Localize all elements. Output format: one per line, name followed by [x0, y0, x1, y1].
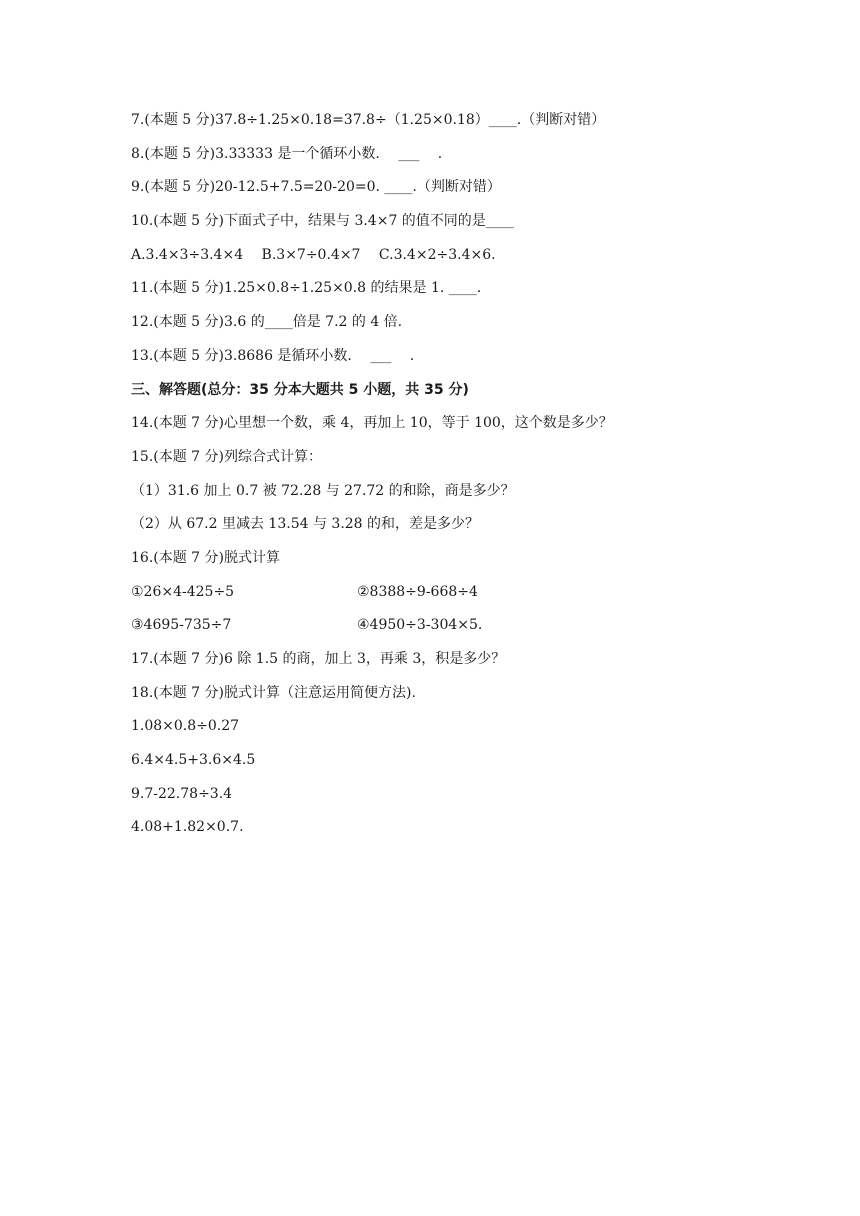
question-9: 9.(本题 5 分)20-12.5+7.5=20-20=0. ____.（判断对错） [131, 179, 501, 196]
question-16-row-1 [131, 582, 771, 602]
question-7: 7.(本题 5 分)37.8÷1.25×0.18=37.8÷（1.25×0.18）____.（判断对错） [131, 112, 606, 128]
question-16-item-2: ②8388÷9-668÷4 [357, 583, 478, 600]
question-18-item-4: 4.08+1.82×0.7. [131, 819, 244, 836]
question-16-item-3: ③4695-735÷7 [131, 617, 232, 634]
question-18-item-1: 1.08×0.8÷0.27 [131, 718, 240, 735]
question-15-part-1: （1）31.6 加上 0.7 被 72.28 与 27.72 的和除，商是多少？ [131, 482, 515, 499]
question-15-part-2: （2）从 67.2 里减去 13.54 与 3.28 的和，差是多少？ [131, 516, 480, 533]
question-18-title: 18.(本题 7 分)脱式计算（注意运用简便方法). [131, 684, 416, 701]
question-14: 14.(本题 7 分)心里想一个数，乘 4，再加上 10，等于 100，这个数是多少？ [131, 415, 613, 432]
question-16-row-2 [131, 615, 771, 635]
question-10: 10.(本题 5 分)下面式子中，结果与 3.4×7 的值不同的是____ [131, 213, 514, 230]
question-12: 12.(本题 5 分)3.6 的____倍是 7.2 的 4 倍. [131, 314, 403, 331]
question-16-item-4: ④4950÷3-304×5. [357, 617, 483, 634]
question-15-title: 15.(本题 7 分)列综合式计算： [131, 448, 322, 465]
question-10-options: A.3.4×3÷3.4×4 B.3×7÷0.4×7 C.3.4×2÷3.4×6. [131, 246, 496, 263]
question-8: 8.(本题 5 分)3.33333 是一个循环小数. ___ . [131, 145, 443, 162]
section-3-heading: 三、解答题(总分：35 分本大题共 5 小题，共 35 分) [131, 381, 469, 398]
question-17: 17.(本题 7 分)6 除 1.5 的商，加上 3，再乘 3，积是多少？ [131, 651, 506, 667]
question-13: 13.(本题 5 分)3.8686 是循环小数. ___ . [131, 347, 415, 364]
question-16-item-1: ①26×4-425÷5 [131, 583, 235, 600]
question-18-item-2: 6.4×4.5+3.6×4.5 [131, 752, 256, 769]
question-18-item-3: 9.7-22.78÷3.4 [131, 785, 233, 802]
document-page [131, 110, 771, 851]
question-11: 11.(本题 5 分)1.25×0.8÷1.25×0.8 的结果是 1. ____. [131, 280, 482, 297]
question-16-title: 16.(本题 7 分)脱式计算 [131, 549, 280, 566]
